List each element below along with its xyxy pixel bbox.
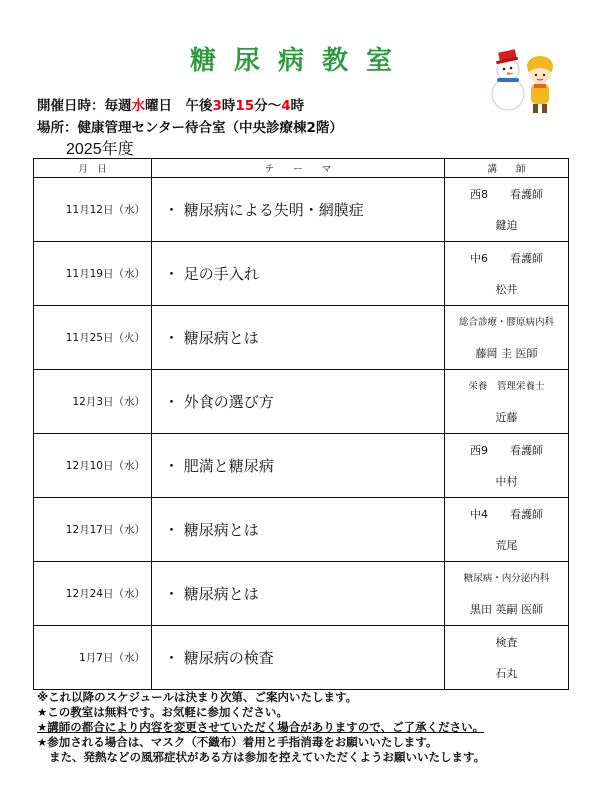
row-date: 11月12日（水） xyxy=(34,178,152,242)
winter-illustration xyxy=(484,38,564,118)
row-date: 11月25日（火） xyxy=(34,306,152,370)
lecturer-dept: 検査 xyxy=(495,635,518,649)
row-date: 11月19日（水） xyxy=(34,242,152,306)
table-row xyxy=(34,242,569,306)
notes xyxy=(37,690,485,765)
note-free: ★この教室は無料です。お気軽に参加ください。 xyxy=(37,705,288,719)
row-theme: ・ 足の手入れ xyxy=(152,242,445,306)
row-date: 1月7日（水） xyxy=(34,626,152,690)
table-row xyxy=(34,370,569,434)
row-date: 12月17日（水） xyxy=(34,498,152,562)
girl-with-winter-hat-icon xyxy=(527,56,553,113)
lecturer-name: 鍵迫 xyxy=(495,218,518,232)
lecturer-dept: 中4 看護師 xyxy=(470,507,543,521)
table-row xyxy=(34,498,569,562)
table-row xyxy=(34,626,569,690)
row-lecturer xyxy=(445,562,569,626)
row-theme: ・ 糖尿病とは xyxy=(152,306,445,370)
table-row xyxy=(34,178,569,242)
row-theme: ・ 糖尿病による失明・網膜症 xyxy=(152,178,445,242)
lecturer-name: 松井 xyxy=(495,282,518,296)
lecturer-dept: 西9 看護師 xyxy=(470,443,543,457)
header-date: 月 日 xyxy=(34,159,152,178)
row-lecturer xyxy=(445,242,569,306)
note-fever: また、発熱などの風邪症状がある方は参加を控えていただくようお願いいたします。 xyxy=(49,750,486,764)
note-change: ★講師の都合により内容を変更させていただく場合がありますので、ご了承ください。 xyxy=(37,720,485,734)
row-theme: ・ 糖尿病とは xyxy=(152,498,445,562)
place-info: 場所：健康管理センター待合室（中央診療棟2階） xyxy=(37,120,343,136)
row-date: 12月10日（水） xyxy=(34,434,152,498)
lecturer-name: 中村 xyxy=(495,474,518,488)
row-lecturer xyxy=(445,434,569,498)
table-row xyxy=(34,434,569,498)
row-lecturer xyxy=(445,178,569,242)
table-row xyxy=(34,562,569,626)
lecturer-name: 藤岡 圭 医師 xyxy=(475,346,538,360)
schedule-table xyxy=(33,158,569,690)
lecturer-name: 近藤 xyxy=(495,410,518,424)
lecturer-name: 黒田 英嗣 医師 xyxy=(470,602,543,616)
row-theme: ・ 肥満と糖尿病 xyxy=(152,434,445,498)
lecturer-dept: 栄養 管理栄養士 xyxy=(468,380,545,392)
lecturer-dept: 西8 看護師 xyxy=(470,187,543,201)
snowman-icon xyxy=(492,49,524,110)
row-lecturer xyxy=(445,626,569,690)
note-schedule: ※これ以降のスケジュールは決まり次第、ご案内いたします。 xyxy=(37,690,358,704)
row-date: 12月24日（水） xyxy=(34,562,152,626)
row-theme: ・ 糖尿病の検査 xyxy=(152,626,445,690)
table-header xyxy=(34,159,569,178)
lecturer-dept: 総合診療・膠原病内科 xyxy=(458,316,554,328)
fiscal-year: 2025年度 xyxy=(66,141,134,158)
header-lecturer: 講 師 xyxy=(445,159,569,178)
row-theme: ・ 糖尿病とは xyxy=(152,562,445,626)
lecturer-name: 荒尾 xyxy=(495,538,518,552)
note-mask: ★参加される場合は、マスク（不織布）着用と手指消毒をお願いいたします。 xyxy=(37,735,438,749)
lecturer-name: 石丸 xyxy=(495,666,518,680)
lecturer-dept: 中6 看護師 xyxy=(470,251,543,265)
row-date: 12月3日（水） xyxy=(34,370,152,434)
schedule-info: 開催日時：毎週水曜日 午後3時15分〜4時 xyxy=(37,98,305,114)
lecturer-dept: 糖尿病・内分泌内科 xyxy=(463,572,550,584)
page-title: 糖尿病教室 xyxy=(189,46,410,76)
row-lecturer xyxy=(445,306,569,370)
row-theme: ・ 外食の選び方 xyxy=(152,370,445,434)
row-lecturer xyxy=(445,370,569,434)
table-row xyxy=(34,306,569,370)
header-theme: テ ー マ xyxy=(152,159,445,178)
row-lecturer xyxy=(445,498,569,562)
